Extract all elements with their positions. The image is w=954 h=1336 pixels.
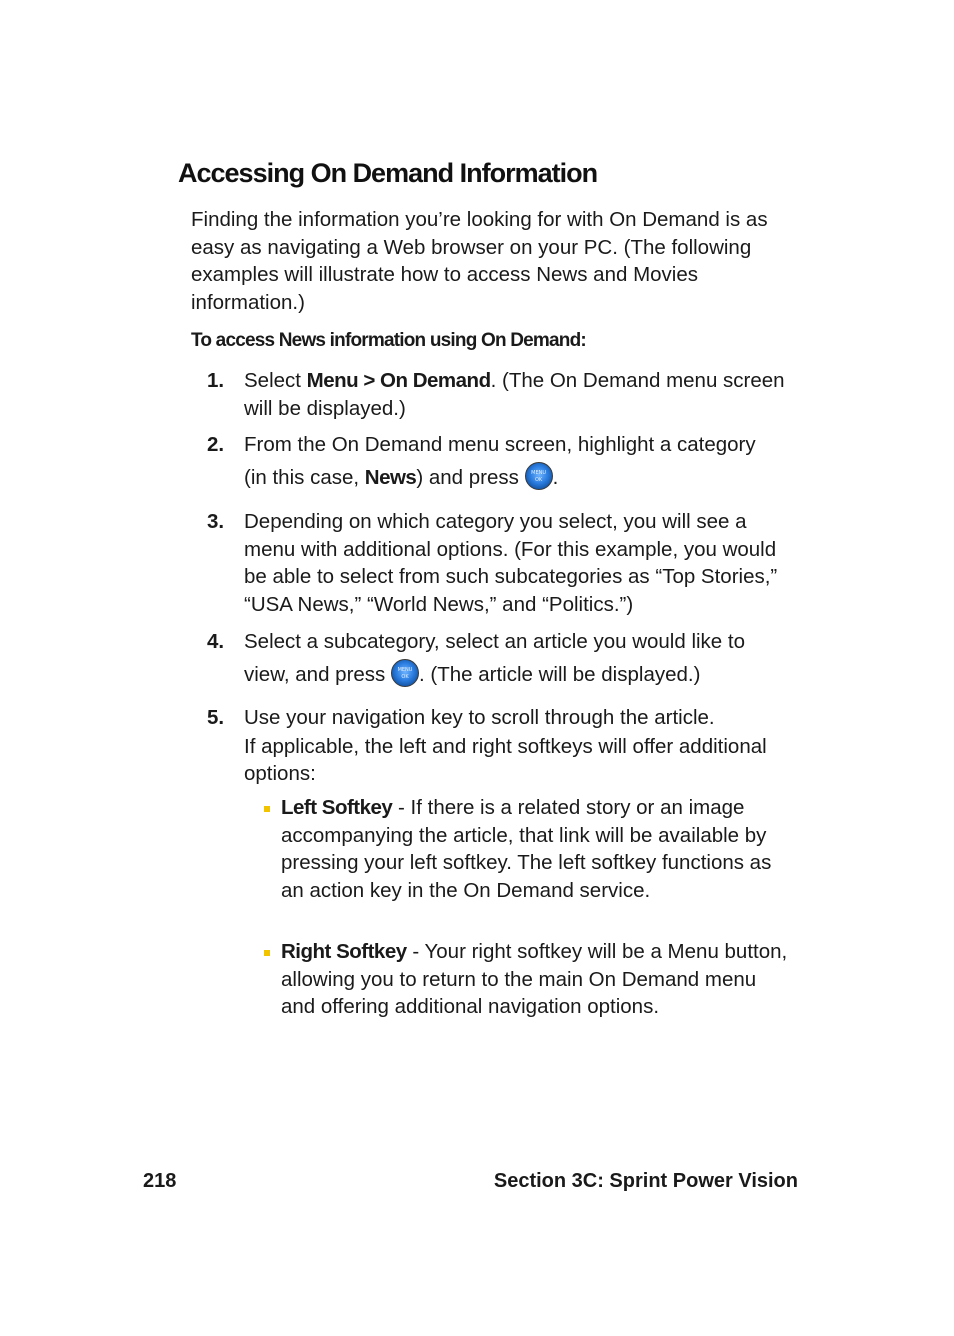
bullet-text: Right Softkey - Your right softkey will be a Menu button, allowing you to return to the main On Demand menu and offering additional navigation options. [281, 940, 788, 1019]
bullet-square-icon [264, 806, 270, 812]
menu-ok-key-icon: MENU OK [391, 659, 419, 687]
step-text: Use your navigation key to scroll through the article. If applicable, the left and right softkeys will offer additional options: [244, 706, 767, 786]
softkey-name: Right Softkey [281, 940, 407, 963]
menu-path: Menu > On Demand [306, 369, 491, 392]
page-title: Accessing On Demand Information [178, 158, 598, 188]
step-text: Select Menu > On Demand. (The On Demand menu screen will be displayed.) [244, 369, 785, 420]
step-number: 1. [207, 369, 225, 392]
section-title: Section 3C: Sprint Power Vision [493, 1170, 798, 1192]
step-number: 3. [207, 510, 225, 533]
step-text: From the On Demand menu screen, highlight a category (in this case, News) and press MENU OK . [244, 433, 756, 489]
softkey-name: Left Softkey [281, 796, 393, 819]
step-number: 5. [207, 706, 225, 729]
menu-ok-key-icon: MENU OK [525, 462, 553, 490]
bullet-square-icon [264, 950, 270, 956]
page-number: 218 [143, 1170, 177, 1192]
procedure-heading: To access News information using On Demand: [191, 330, 586, 351]
step-number: 2. [207, 433, 225, 456]
step-text: Select a subcategory, select an article you would like to view, and press MENU OK . (The article will be displayed.) [244, 630, 745, 686]
intro-paragraph: Finding the information you’re looking for with On Demand is as easy as navigating a Web browser on your PC. (The following examples will illustrate how to access News and Movies information.) [191, 208, 768, 314]
step-text: Depending on which category you select, you will see a menu with additional options. (For this example, you would be able to select from such subcategories as “Top Stories,” “USA News,” “World News,” and “Politics.”) [244, 510, 778, 616]
bullet-text: Left Softkey - If there is a related story or an image accompanying the article, that link will be available by pressing your left softkey. The left softkey functions as an action key in the On Demand service. [281, 796, 772, 902]
category-news: News [364, 465, 417, 489]
step-number: 4. [207, 630, 225, 653]
